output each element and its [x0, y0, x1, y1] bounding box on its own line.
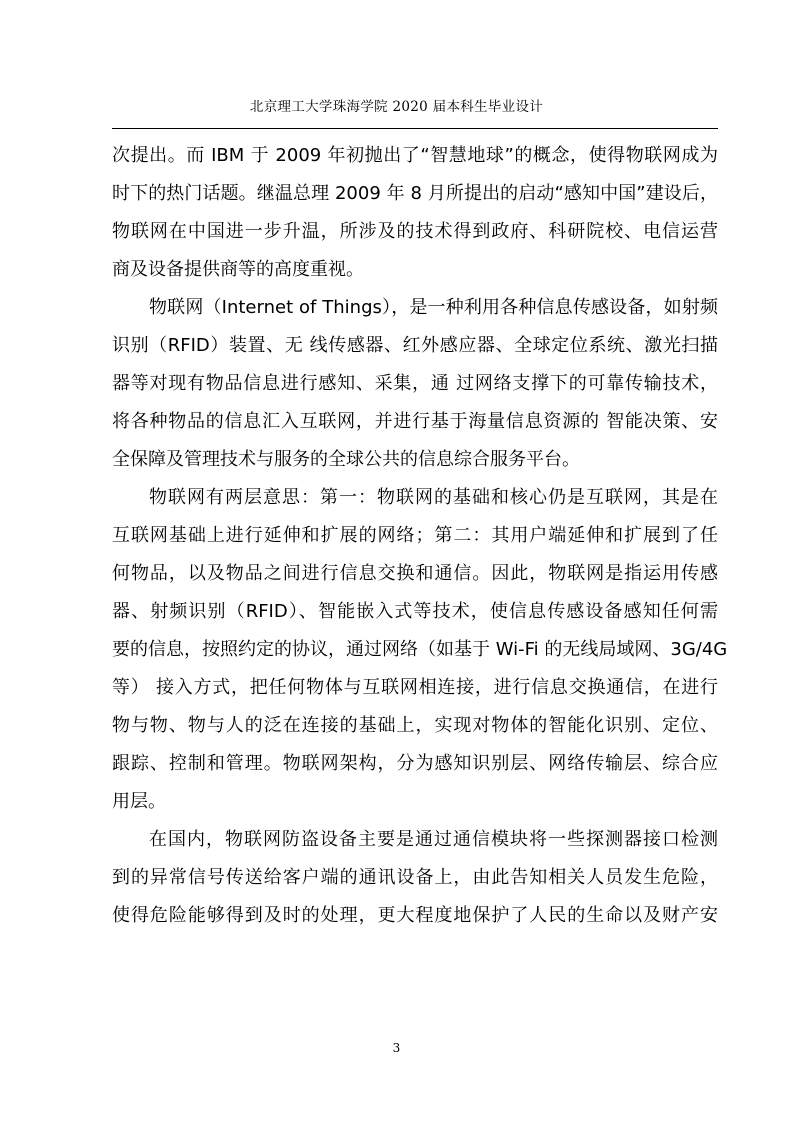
paragraph-line: 识别（RFID）装置、无 线传感器、红外感应器、全球定位系统、激光扫描 [112, 335, 718, 356]
header-rule [112, 128, 718, 129]
paragraph-4 [112, 821, 718, 935]
paragraph-line: 互联网基础上进行延伸和扩展的网络；第二：其用户端延伸和扩展到了任 [112, 525, 718, 546]
paragraph-line: 物联网（Internet of Things），是一种利用各种信息传感设备，如射频 [149, 297, 718, 318]
paragraph-line: 等） 接入方式，把任何物体与互联网相连接，进行信息交换通信，在进行 [112, 677, 718, 698]
paragraph-1 [112, 137, 718, 289]
paragraph-line: 何物品，以及物品之间进行信息交换和通信。因此，物联网是指运用传感 [112, 563, 718, 584]
paragraph-line: 要的信息，按照约定的协议，通过网络（如基于 Wi-Fi 的无线局域网、3G/4G [112, 639, 728, 660]
paragraph-line: 物联网有两层意思：第一：物联网的基础和核心仍是互联网，其是在 [149, 487, 718, 508]
paragraph-line: 在国内，物联网防盗设备主要是通过通信模块将一些探测器接口检测 [149, 829, 718, 850]
paragraph-line: 物与物、物与人的泛在连接的基础上，实现对物体的智能化识别、定位、 [112, 715, 718, 736]
page-number: 3 [392, 1041, 401, 1055]
paragraph-line: 用层。 [112, 791, 166, 812]
paragraph-line: 物联网在中国进一步升温，所涉及的技术得到政府、科研院校、电信运营 [112, 221, 718, 242]
paragraph-line: 将各种物品的信息汇入互联网，并进行基于海量信息资源的 智能决策、安 [112, 411, 718, 432]
paragraph-line: 使得危险能够得到及时的处理，更大程度地保护了人民的生命以及财产安 [112, 905, 718, 926]
paragraph-2 [112, 289, 718, 479]
paragraph-line: 全保障及管理技术与服务的全球公共的信息综合服务平台。 [112, 449, 580, 470]
paragraph-line: 器、射频识别（RFID）、智能嵌入式等技术，使信息传感设备感知任何需 [112, 601, 718, 622]
paragraph-3 [112, 479, 728, 821]
document-body [112, 137, 728, 935]
paragraph-line: 到的异常信号传送给客户端的通讯设备上，由此告知相关人员发生危险， [112, 867, 718, 888]
paragraph-line: 跟踪、控制和管理。物联网架构，分为感知识别层、网络传输层、综合应 [112, 753, 718, 774]
paragraph-line: 器等对现有物品信息进行感知、采集，通 过网络支撑下的可靠传输技术， [112, 373, 718, 394]
page-header: 北京理工大学珠海学院 2020 届本科生毕业设计 [249, 99, 544, 115]
paragraph-line: 时下的热门话题。继温总理 2009 年 8 月所提出的启动“感知中国”建设后， [112, 183, 718, 204]
paragraph-line: 次提出。而 IBM 于 2009 年初抛出了“智慧地球”的概念，使得物联网成为 [112, 145, 718, 166]
paragraph-line: 商及设备提供商等的高度重视。 [112, 259, 364, 280]
